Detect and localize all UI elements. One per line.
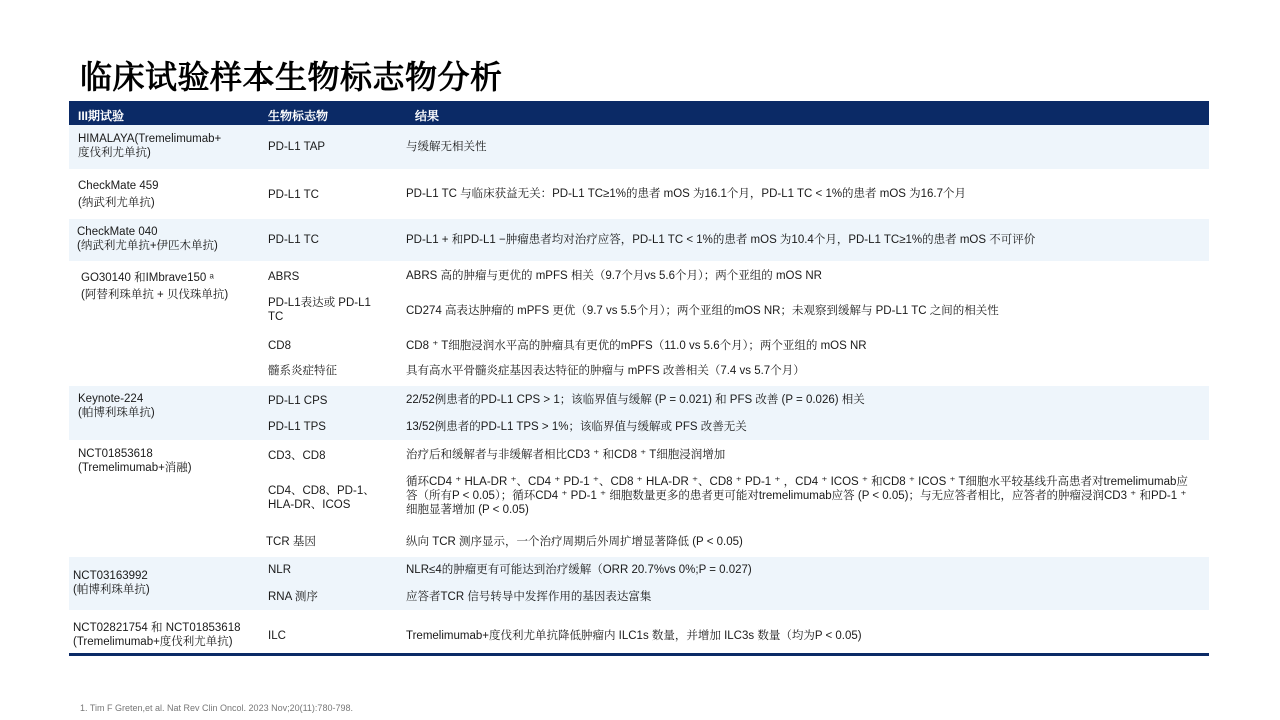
trial-name: NCT01853618 (Tremelimumab+消融): [78, 448, 192, 474]
biomarker-cell: CD3、CD8: [268, 450, 326, 462]
result-cell: Tremelimumab+度伐利尤单抗降低肿瘤内 ILC1s 数量，并增加 ILC3s 数量（均为P < 0.05): [406, 630, 862, 642]
page-title: 临床试验样本生物标志物分析: [80, 58, 503, 96]
trial-group-go30140-imbrave150: [69, 262, 1209, 386]
trial-name: GO30140 和IMbrave150 ᵃ (阿替利珠单抗 + 贝伐珠单抗): [81, 272, 229, 301]
biomarker-cell: PD-L1 TAP: [268, 141, 326, 153]
result-cell: 22/52例患者的PD-L1 CPS > 1；该临界值与缓解 (P = 0.021) 和 PFS 改善 (P = 0.026) 相关: [406, 394, 865, 406]
result-cell: 具有高水平骨髓炎症基因表达特征的肿瘤与 mPFS 改善相关（7.4 vs 5.7个月）: [406, 365, 805, 377]
trial-name: CheckMate 459 (纳武利尤单抗): [78, 180, 159, 209]
footnote: 1. Tim F Greten,et al. Nat Rev Clin Oncol. 2023 Nov;20(11):780-798.: [80, 703, 353, 713]
biomarker-cell: PD-L1 CPS: [268, 395, 328, 407]
biomarker-cell: PD-L1 TC: [268, 189, 319, 201]
trial-name: NCT02821754 和 NCT01853618 (Tremelimumab+度伐利尤单抗): [73, 622, 241, 648]
biomarker-cell: PD-L1表达或 PD-L1 TC: [268, 297, 371, 323]
result-cell: CD274 高表达肿瘤的 mPFS 更优（9.7 vs 5.5个月）；两个亚组的mOS NR；未观察到缓解与 PD-L1 TC 之间的相关性: [406, 305, 999, 317]
trial-name: CheckMate 040 (纳武利尤单抗+伊匹木单抗): [77, 226, 218, 252]
result-cell: 循环CD4 ⁺ HLA-DR ⁺、CD4 ⁺ PD-1 ⁺、CD8 ⁺ HLA-DR ⁺、CD8 ⁺ PD-1 ⁺ ，CD4 ⁺ ICOS ⁺ 和CD8 ⁺ ICOS ⁺ T细胞水平较基线升高患者对tremelimumab应答（所有P < 0.05）；循环CD4 ⁺ PD-1 ⁺ 细胞数量更多的患者更可能对tremelimumab应答 (P < 0.05)；与无应答者相比，应答者的肿瘤浸润CD3 ⁺ 和PD-1 ⁺ 细胞显著增加 (P < 0.05): [406, 476, 1188, 516]
header-biomarker: 生物标志物: [268, 109, 329, 123]
biomarker-cell: TCR 基因: [266, 536, 316, 548]
trial-group-keynote-224: [69, 386, 1209, 441]
biomarker-cell: RNA 测序: [268, 591, 318, 603]
header-trial: III期试验: [78, 109, 125, 123]
result-cell: 应答者TCR 信号转导中发挥作用的基因表达富集: [406, 591, 652, 603]
biomarker-cell: CD8: [268, 340, 292, 352]
trial-group-checkmate-459: [69, 170, 1209, 219]
trial-name: HIMALAYA(Tremelimumab+ 度伐利尤单抗): [78, 133, 222, 159]
result-cell: ABRS 高的肿瘤与更优的 mPFS 相关（9.7个月vs 5.6个月）；两个亚组的 mOS NR: [406, 270, 822, 282]
biomarker-cell: NLR: [268, 564, 292, 576]
trial-name: Keynote-224 (帕博利珠单抗): [78, 393, 155, 419]
result-cell: PD-L1 + 和PD-L1 −肿瘤患者均对治疗应答，PD-L1 TC < 1%的患者 mOS 为10.4个月，PD-L1 TC≥1%的患者 mOS 不可评价: [406, 234, 1036, 246]
biomarker-cell: ILC: [268, 630, 286, 642]
trial-group-checkmate-040: [69, 219, 1209, 262]
trial-group-himalaya: [69, 125, 1209, 170]
biomarker-cell: CD4、CD8、PD-1、HLA-DR、ICOS: [268, 485, 375, 511]
biomarker-cell: PD-L1 TPS: [268, 421, 326, 433]
table-header: [69, 101, 1209, 125]
result-cell: CD8 ⁺ T细胞浸润水平高的肿瘤具有更优的mPFS（11.0 vs 5.6个月）；两个亚组的 mOS NR: [406, 340, 867, 352]
header-result: 结果: [415, 109, 440, 123]
result-cell: 与缓解无相关性: [406, 141, 487, 153]
table-bottom-rule: [69, 653, 1209, 656]
trial-group-nct03163992: [69, 557, 1209, 611]
biomarker-table: [69, 101, 1209, 660]
biomarker-cell: ABRS: [268, 271, 300, 283]
result-cell: PD-L1 TC 与临床获益无关：PD-L1 TC≥1%的患者 mOS 为16.1个月，PD-L1 TC < 1%的患者 mOS 为16.7个月: [406, 188, 967, 200]
biomarker-cell: PD-L1 TC: [268, 234, 319, 246]
trial-name: NCT03163992 (帕博利珠单抗): [73, 570, 150, 596]
result-cell: 13/52例患者的PD-L1 TPS > 1%；该临界值与缓解或 PFS 改善无关: [406, 421, 747, 433]
result-cell: NLR≤4的肿瘤更有可能达到治疗缓解（ORR 20.7%vs 0%;P = 0.027): [406, 564, 752, 576]
result-cell: 纵向 TCR 测序显示，一个治疗周期后外周扩增显著降低 (P < 0.05): [406, 536, 743, 548]
trial-group-nct01853618: [69, 441, 1209, 557]
result-cell: 治疗后和缓解者与非缓解者相比CD3 ⁺ 和CD8 ⁺ T细胞浸润增加: [406, 449, 726, 461]
biomarker-cell: 髓系炎症特征: [268, 365, 337, 377]
